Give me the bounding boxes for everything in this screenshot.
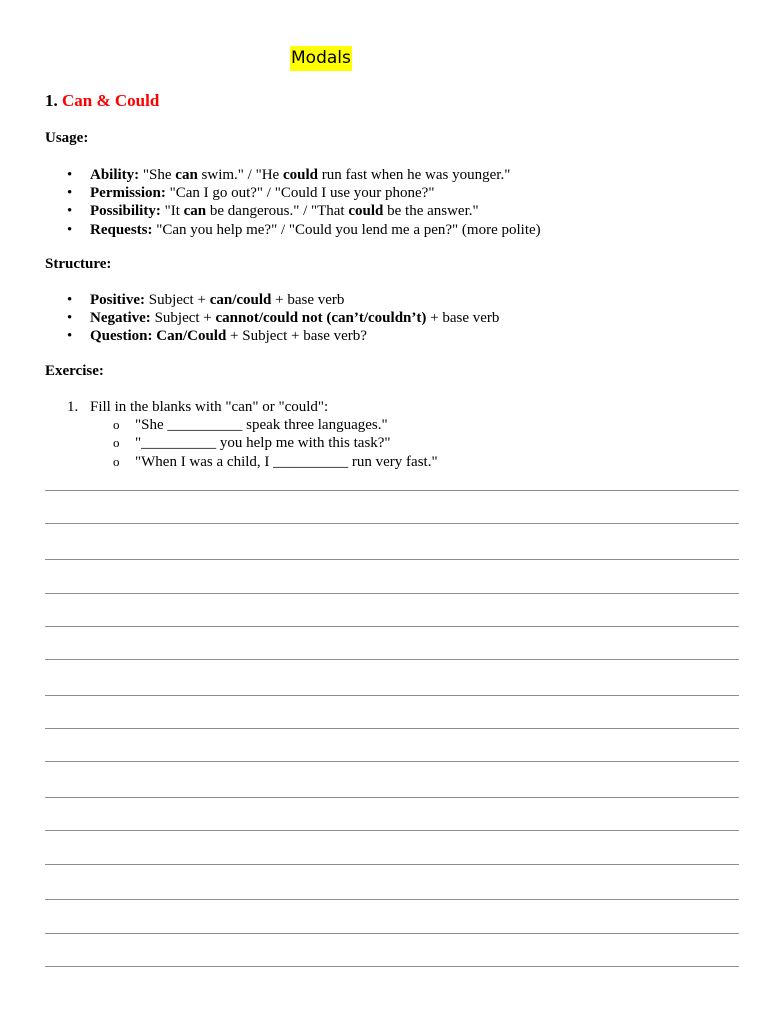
answer-line — [45, 728, 739, 729]
exercise-sentence — [45, 416, 438, 434]
usage-term: Ability: — [90, 167, 140, 183]
answer-line — [45, 695, 739, 696]
sub-bullet-marker: o — [113, 417, 120, 433]
section-name: Can & Could — [62, 91, 160, 110]
answer-line — [45, 830, 739, 831]
page-title: Modals — [290, 46, 352, 71]
structure-text: + base verb — [426, 310, 500, 327]
usage-text: "She — [139, 167, 176, 183]
exercise-item — [45, 398, 438, 416]
structure-term: Negative: — [90, 310, 151, 327]
usage-keyword: could — [348, 203, 384, 220]
usage-text: "Can you help me?" / "Could you lend me a pen?" (more polite) — [152, 221, 541, 238]
usage-item-requests — [45, 221, 541, 239]
usage-term: Possibility: — [90, 203, 161, 220]
answer-line — [45, 797, 739, 798]
answer-line — [45, 559, 739, 560]
answer-line — [45, 626, 739, 627]
usage-list — [45, 166, 541, 239]
structure-label: Structure: — [45, 256, 112, 272]
structure-item-positive — [45, 291, 499, 309]
answer-line — [45, 966, 739, 967]
answer-line — [45, 864, 739, 865]
sub-bullet-marker: o — [113, 435, 120, 451]
structure-text: + base verb — [271, 292, 345, 308]
sentence-text: "When I was a child, I __________ run very fast." — [135, 453, 438, 470]
answer-line — [45, 899, 739, 900]
answer-line — [45, 761, 739, 762]
usage-keyword: could — [282, 167, 318, 183]
structure-item-negative — [45, 309, 499, 327]
answer-line — [45, 523, 739, 524]
sentence-text: "She __________ speak three languages." — [135, 417, 388, 434]
usage-item-permission — [45, 184, 541, 202]
structure-item-question — [45, 327, 499, 345]
structure-keyword: Can/Could — [156, 328, 227, 345]
usage-text: be the answer." — [383, 203, 479, 220]
exercise-sentence — [45, 453, 438, 471]
structure-text: + Subject + base verb? — [226, 328, 367, 345]
usage-text: "Can I go out?" / "Could I use your phone?" — [165, 185, 435, 202]
exercise-sentence — [45, 434, 438, 452]
exercise-label: Exercise: — [45, 363, 104, 379]
usage-label: Usage: — [45, 130, 89, 146]
structure-text: Subject + — [150, 310, 216, 327]
section-number: 1. — [45, 91, 58, 110]
structure-term: Positive: — [90, 292, 145, 308]
section-heading — [45, 91, 159, 111]
exercise-number: 1. — [67, 399, 79, 415]
usage-text: swim." / "He — [197, 167, 283, 183]
usage-item-possibility — [45, 202, 541, 220]
usage-text: "It — [160, 203, 184, 220]
exercise-instruction: Fill in the blanks with "can" or "could": — [90, 399, 329, 415]
usage-keyword: can — [183, 203, 207, 220]
sub-bullet-marker: o — [113, 453, 120, 469]
answer-line — [45, 933, 739, 934]
usage-item-ability — [45, 166, 541, 184]
structure-keyword: cannot/could not (can’t/couldn’t) — [215, 310, 427, 327]
structure-text: Subject + — [144, 292, 210, 308]
exercise-list — [45, 398, 438, 471]
usage-text: run fast when he was younger." — [317, 167, 511, 183]
answer-line — [45, 659, 739, 660]
usage-term: Permission: — [90, 185, 166, 202]
usage-text: be dangerous." / "That — [206, 203, 349, 220]
structure-keyword: can/could — [209, 292, 272, 308]
answer-line — [45, 490, 739, 491]
sentence-text: "__________ you help me with this task?" — [135, 435, 391, 452]
answer-line — [45, 593, 739, 594]
structure-term: Question: — [90, 328, 153, 345]
usage-term: Requests: — [90, 221, 153, 238]
structure-list — [45, 291, 499, 346]
usage-keyword: can — [175, 167, 198, 183]
